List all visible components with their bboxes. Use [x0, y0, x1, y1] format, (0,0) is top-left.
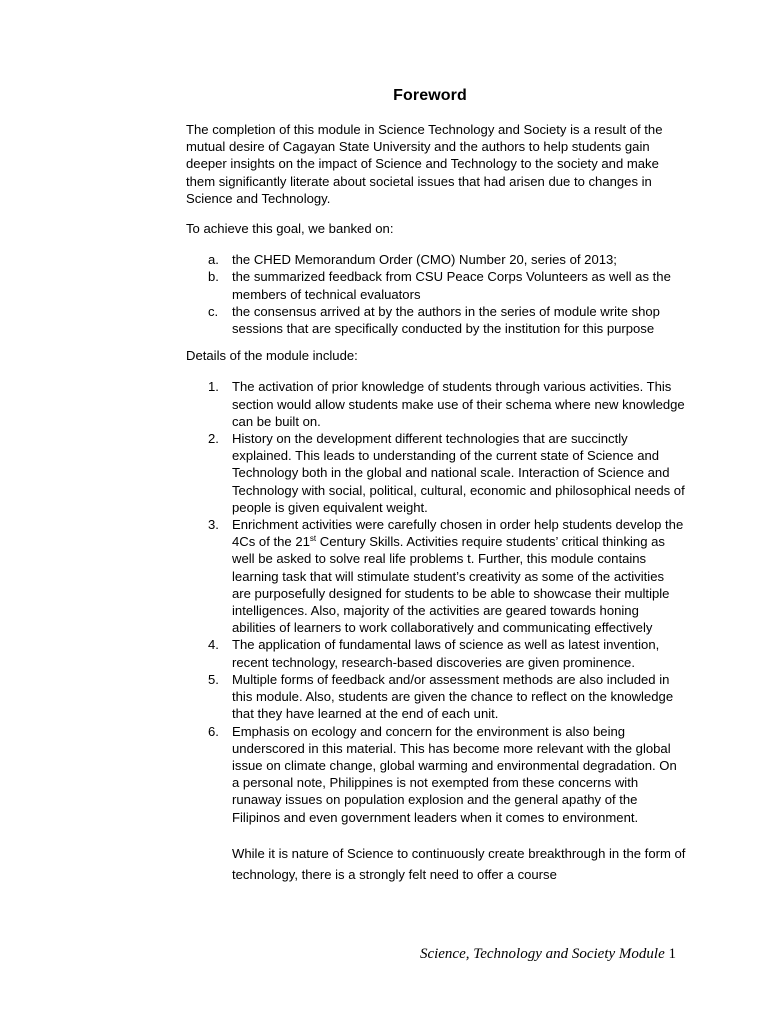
- list-item-text: Emphasis on ecology and concern for the environment is also being underscored in this material. This has become more relevant with the global issue on climate change, global warming and environmental degradation. On a personal note, Philippines is not exempted from these concerns with runaway issues on population explosion and the general apathy of the Filipinos and even government leaders when it comes to environment.: [232, 723, 677, 825]
- details-list: [186, 378, 686, 825]
- list-item-text: the CHED Memorandum Order (CMO) Number 20, series of 2013;: [232, 252, 617, 268]
- list-item: [186, 430, 686, 516]
- list-item: [186, 636, 686, 670]
- list-item-text: the summarized feedback from CSU Peace Corps Volunteers as well as the members of technical evaluators: [232, 269, 671, 302]
- list-item: [186, 671, 686, 723]
- page-title: Foreword: [393, 87, 467, 104]
- goal-lead: To achieve this goal, we banked on:: [186, 221, 394, 237]
- list-marker: 4.: [208, 637, 219, 653]
- list-marker: c.: [208, 303, 219, 319]
- list-marker: 1.: [208, 379, 219, 395]
- list-marker: b.: [208, 269, 219, 285]
- list-item-text-part: Enrichment activities were carefully chosen in order help students develop the 4Cs of the 21: [232, 517, 684, 550]
- list-item: [186, 516, 686, 636]
- list-marker: 5.: [208, 671, 219, 687]
- list-marker: 6.: [208, 723, 219, 739]
- list-item-text-part: Century Skills. Activities require students’ critical thinking as well be asked to solve real life problems t. Further, this module contains learning task that will stimulate student’s creativity as some of the activities are purposefully designed for students to be able to showcase their multiple intelligences. Also, majority of the activities are geared towards honing abilities of learners to work collaboratively and communicating effectively: [232, 534, 670, 636]
- goal-list: [186, 251, 686, 337]
- list-marker: 3.: [208, 517, 219, 533]
- list-item: [186, 378, 686, 430]
- list-item-text: the consensus arrived at by the authors in the series of module write shop sessions that are specifically conducted by the institution for this purpose: [232, 303, 660, 337]
- page-footer: [420, 946, 676, 963]
- list-marker: 2.: [208, 431, 219, 447]
- closing-paragraph: While it is nature of Science to continuously create breakthrough in the form of technology, there is a strongly felt need to offer a course: [232, 845, 686, 882]
- list-item: [186, 723, 686, 826]
- list-item-text: [232, 517, 683, 635]
- list-item-text: The application of fundamental laws of science as well as latest invention, recent technology, research-based discoveries are given prominence.: [232, 637, 660, 670]
- document-body: [186, 121, 686, 885]
- list-item: [186, 251, 686, 268]
- list-item-text: The activation of prior knowledge of students through various activities. This section would allow students make use of their schema where new knowledge can be built on.: [232, 379, 685, 429]
- list-item-text: History on the development different technologies that are succinctly explained. This leads to understanding of the current state of Science and Technology both in the global and national scale. Interaction of Science and Technology with social, political, cultural, economic and philosophical needs of people is given equivalent weight.: [232, 431, 685, 515]
- details-lead: Details of the module include:: [186, 348, 358, 364]
- list-item: [186, 268, 686, 302]
- intro-paragraph: The completion of this module in Science Technology and Society is a result of the mutual desire of Cagayan State University and the authors to help students gain deeper insights on the impact of Science and Technology to the society and make them significantly literate about societal issues that had arisen due to changes in Science and Technology.: [186, 122, 663, 206]
- list-item-text: Multiple forms of feedback and/or assessment methods are also included in this module. Also, students are given the chance to reflect on the knowledge that they have learned at the end of each unit.: [232, 671, 674, 722]
- footer-label: Science, Technology and Society Module: [419, 946, 665, 962]
- superscript: st: [309, 534, 317, 544]
- page-number: 1: [668, 946, 676, 962]
- list-item: [186, 303, 686, 337]
- list-marker: a.: [208, 252, 219, 268]
